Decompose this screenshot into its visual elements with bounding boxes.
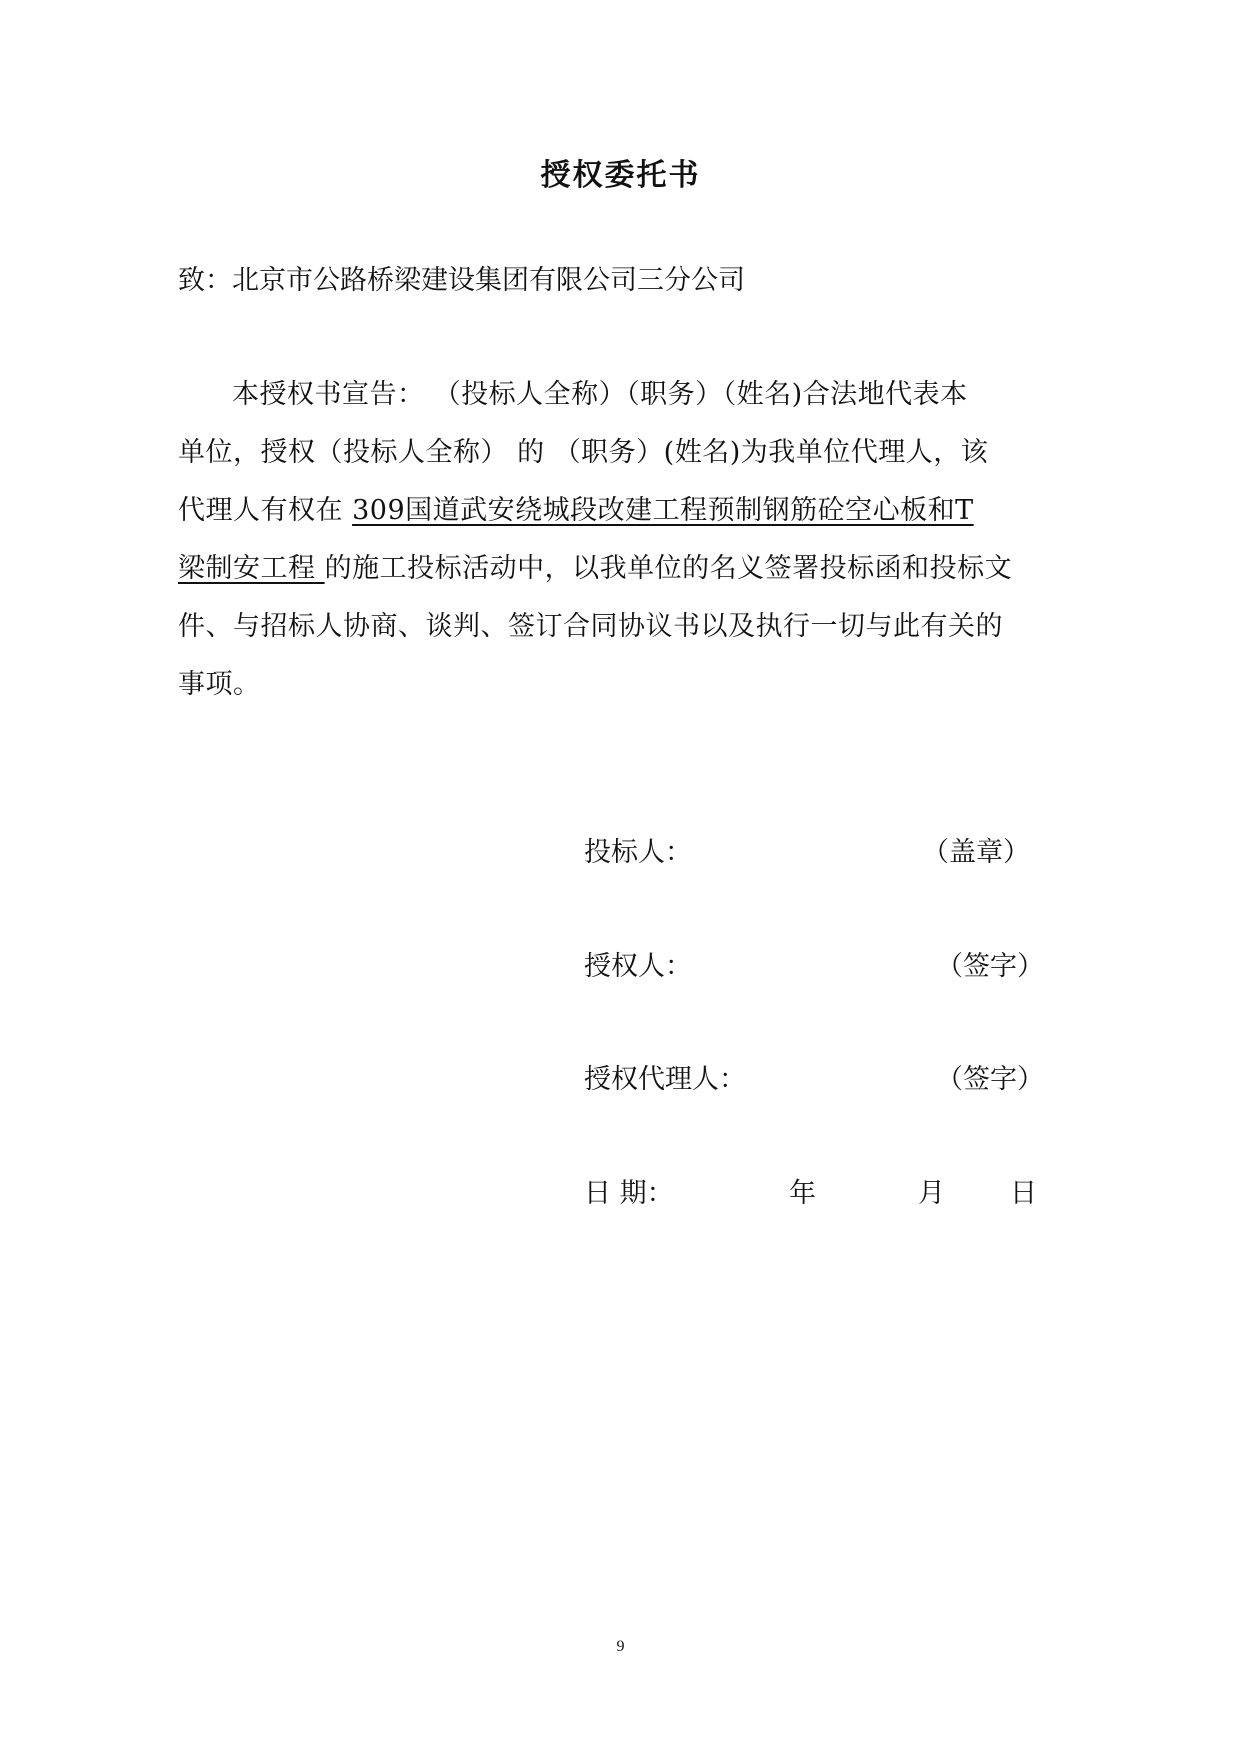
recipient-line: 致：北京市公路桥梁建设集团有限公司三分公司 <box>178 265 745 296</box>
date-label: 日 期： <box>584 1178 674 1209</box>
agent-label: 授权代理人： <box>584 1064 746 1095</box>
date-month: 月 <box>918 1178 945 1209</box>
body-line-3-prefix: 代理人有权在 <box>178 495 353 526</box>
date-year: 年 <box>789 1178 816 1209</box>
authorizer-label: 授权人： <box>584 951 692 982</box>
bidder-seal-note: （盖章） <box>922 837 1030 868</box>
body-line-1: 本授权书宣告： （投标人全称）（职务）（姓名)合法地代表本 <box>232 379 968 410</box>
body-line-4 <box>178 546 1012 585</box>
body-line-5: 件、与招标人协商、谈判、签订合同协议书以及执行一切与此有关的 <box>178 611 1003 642</box>
agent-sign-note: （签字） <box>936 1064 1044 1095</box>
page-number: 9 <box>616 1638 625 1655</box>
authorizer-sign-note: （签字） <box>936 951 1044 982</box>
document-title: 授权委托书 <box>540 158 701 193</box>
body-line-4-suffix: 的施工投标活动中，以我单位的名义签署投标函和投标文 <box>324 553 1013 584</box>
project-name-part-2: 梁制安工程 <box>178 553 325 584</box>
body-line-6: 事项。 <box>178 669 261 700</box>
date-day: 日 <box>1010 1178 1037 1209</box>
body-line-3 <box>178 488 974 527</box>
body-line-2: 单位，授权（投标人全称） 的 （职务）(姓名)为我单位代理人，该 <box>178 437 989 468</box>
project-name-part-1: 309国道武安绕城段改建工程预制钢筋砼空心板和T <box>352 495 974 526</box>
bidder-label: 投标人： <box>584 837 692 868</box>
